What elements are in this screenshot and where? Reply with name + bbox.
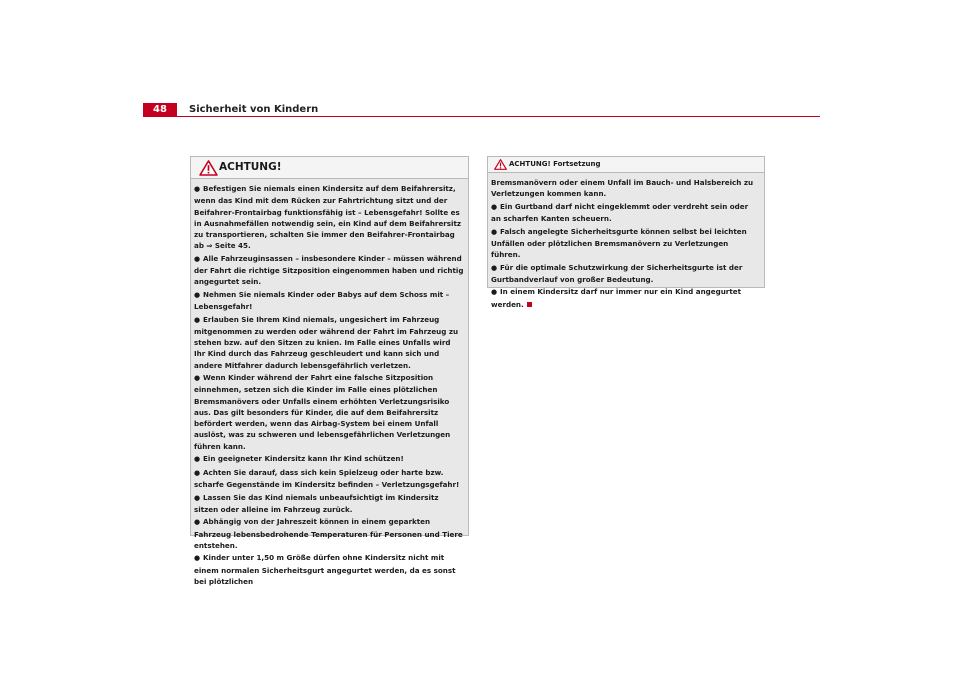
warning-item: ● Ein geeigneter Kindersitz kann Ihr Kind schützen! <box>194 453 464 465</box>
warning-item: ● Abhängig von der Jahreszeit können in einem geparkten Fahrzeug lebensbedrohende Temperaturen für Personen und Tiere entstehen. <box>194 517 463 550</box>
bullet-icon: ● <box>491 288 498 297</box>
warning-item: ● Alle Fahrzeuginsassen – insbesondere Kinder – müssen während der Fahrt die richtige Sitzposition eingenommen haben und richtig angegurtet sein. <box>194 253 464 287</box>
bullet-icon: ● <box>194 455 201 464</box>
bullet-icon: ● <box>194 290 201 299</box>
warning-item: ● Ein Gurtband darf nicht eingeklemmt oder verdreht sein oder an scharfen Kanten scheuern. <box>491 201 749 224</box>
warning-box <box>190 156 469 586</box>
warning-item: ● In einem Kindersitz darf nur immer nur ein Kind angegurtet werden. <box>491 287 741 309</box>
bullet-icon: ● <box>194 554 201 563</box>
warning-item: ● Erlauben Sie Ihrem Kind niemals, ungesichert im Fahrzeug mitgenommen zu werden oder während der Fahrt im Fahrzeug zu stehen bzw. auf den Sitzen zu knien. Im Falle eines Unfalls wird Ihr Kind durch das Fahrzeug geschleudert und kann sich und andere Mitfahrer dadurch lebensgefährlich verletzen. <box>194 314 459 370</box>
warning-item: ● Nehmen Sie niemals Kinder oder Babys auf dem Schoss mit – Lebensgefahr! <box>194 289 450 312</box>
end-of-section-icon <box>527 302 532 307</box>
bullet-icon: ● <box>491 227 498 236</box>
warning-triangle-icon <box>199 160 218 176</box>
warning-box-header <box>191 157 468 179</box>
bullet-icon: ● <box>491 263 498 272</box>
warning-title: ACHTUNG! <box>219 161 282 173</box>
warning-item: ● Falsch angelegte Sicherheitsgurte können selbst bei leichten Unfällen oder plötzlichen Bremsmanövern zu Verletzungen führen. <box>491 226 747 260</box>
header-rule <box>177 116 820 117</box>
warning-item: ● Lassen Sie das Kind niemals unbeaufsichtigt im Kindersitz sitzen oder alleine im Fahrzeug zurück. <box>194 492 439 514</box>
bullet-icon: ● <box>194 315 201 324</box>
warning-box-header <box>488 157 764 173</box>
warning-title-continued: ACHTUNG! Fortsetzung <box>509 160 601 168</box>
page-number: 48 <box>143 103 177 117</box>
warning-box-continued <box>487 156 765 309</box>
warning-continuation-text: Bremsmanövern oder einem Unfall im Bauch- und Halsbereich zu Verletzungen kommen kann. <box>491 178 754 199</box>
bullet-icon: ● <box>491 202 498 211</box>
bullet-icon: ● <box>194 185 201 193</box>
bullet-icon: ● <box>194 518 201 527</box>
bullet-icon: ● <box>194 493 201 502</box>
warning-item: ● Achten Sie darauf, dass sich kein Spielzeug oder harte bzw. scharfe Gegenstände im Kindersitz befinden – Verletzungsgefahr! <box>194 467 460 490</box>
warning-item: ● Kinder unter 1,50 m Größe dürfen ohne Kindersitz nicht mit einem normalen Sicherheitsgurt angegurtet werden, da es sonst bei plötzlichen <box>194 553 456 586</box>
warning-item: ● Für die optimale Schutzwirkung der Sicherheitsgurte ist der Gurtbandverlauf von großer Bedeutung. <box>491 262 743 284</box>
warning-triangle-icon <box>494 159 507 170</box>
warning-item: ● Wenn Kinder während der Fahrt eine falsche Sitzposition einnehmen, setzen sich die Kinder im Falle eines plötzlichen Bremsmanövers oder Unfalls einem erhöhten Verletzungsrisiko aus. Das gilt besonders für Kinder, die auf dem Beifahrersitz befördert werden, wenn das Airbag-System bei einem Unfall auslöst, was zu schweren und lebensgefährlichen Verletzungen führen kann. <box>194 373 451 451</box>
warning-item: ● Befestigen Sie niemals einen Kindersitz auf dem Beifahrersitz, wenn das Kind mit dem Rücken zur Fahrtrichtung sitzt und der Beifahrer-Frontairbag funktionsfähig ist – Lebensgefahr! Sollte es in Ausnahmefällen notwendig sein, ein Kind auf dem Beifahrersitz zu transportieren, schalten Sie immer den Beifahrer-Frontairbag ab ⇒ Seite 45. <box>194 184 462 251</box>
page-header <box>143 103 820 117</box>
warning-box-body <box>191 179 468 587</box>
bullet-icon: ● <box>194 254 201 263</box>
section-title: Sicherheit von Kindern <box>189 104 319 115</box>
bullet-icon: ● <box>194 374 201 383</box>
bullet-icon: ● <box>194 468 201 477</box>
warning-box-body <box>488 173 764 310</box>
